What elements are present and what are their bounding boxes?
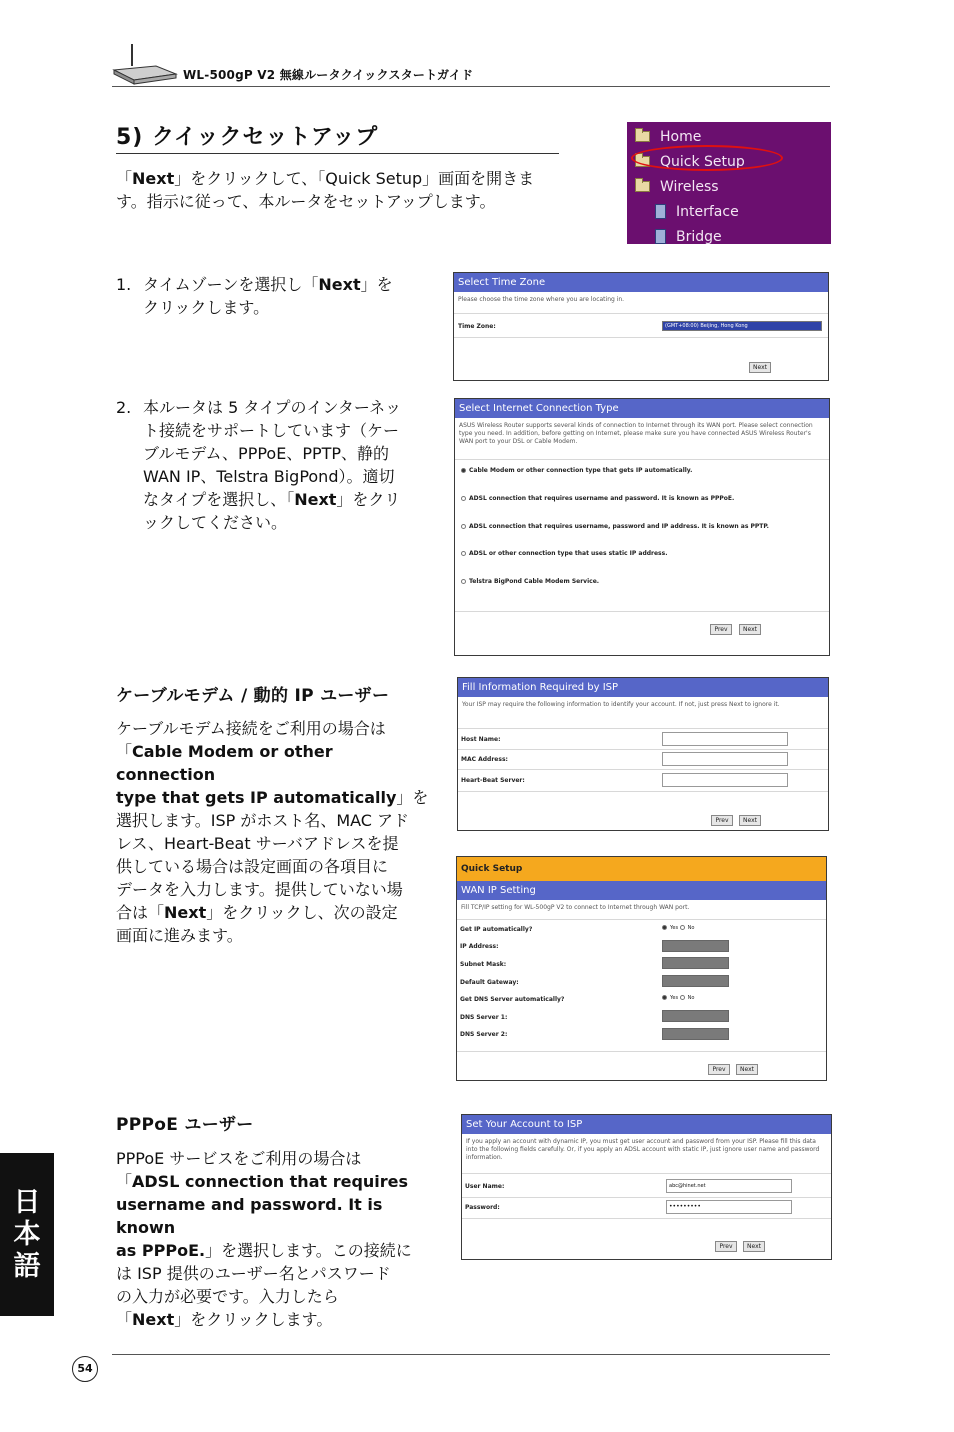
section-divider: [116, 153, 559, 154]
nav-item-bridge: Bridge: [635, 224, 831, 249]
folder-icon: [635, 131, 650, 142]
step-2: 2. 本ルータは 5 タイプのインターネッ ト接続をサポートしています（ケー ブルモデム、PPPoE、PPTP、静的 WAN IP、Telstra BigPond）。適切 なタイプを選択し、「Next」をクリ ックしてください。: [116, 398, 402, 532]
radio-icon: [461, 468, 466, 473]
step-1: 1. タイムゾーンを選択し「Next」を クリックします。: [116, 275, 393, 317]
isp-info-screenshot: Fill Information Required by ISP Your ISP may require the following information to identify your account. If not, just press Next to ignore it. Host Name: MAC Address: Heart-Beat Server: Prev Next: [457, 677, 829, 831]
radio-icon: [461, 524, 466, 529]
isp-account-screenshot: Set Your Account to ISP If you apply an account with dynamic IP, you must get user account and password from your ISP. Please fill this data into the following fields carefully. Or, if you apply an ADSL account with static IP, just ignore user name and password information. User Name: abc@hinet.net Password: ••••••••• Prev Next: [461, 1114, 832, 1260]
nav-menu-screenshot: [627, 122, 831, 244]
connection-type-screenshot: Select Internet Connection Type ASUS Wireless Router supports several kinds of connection to Internet through its WAN port. Please select connection type you need. In addition, before getting on Internet, please make sure you have connected ASUS Wireless Router's WAN port to your DSL or Cable Modem. Cable Modem or other connection type that gets IP automatically. ADSL connection that requires username and password. It is known as PPPoE. ADSL connection that requires username, password and IP address. It is known as PPTP. ADSL or other connection type that uses static IP address. Telstra BigPond Cable Modem Service. Prev Next: [454, 398, 830, 656]
radio-icon: [461, 551, 466, 556]
wan-ip-screenshot: Quick Setup WAN IP Setting Fill TCP/IP setting for WL-500gP V2 to connect to Internet through WAN port. Get IP automatically? Yes No IP Address: Subnet Mask: Default Gateway: Get DNS Server automatically? Yes No DNS Server 1: DNS Server 2: Prev Next: [456, 856, 827, 1081]
pppoe-text: PPPoE サービスをご利用の場合は 「ADSL connection that requires username and password. It is known as PPPoE.」を選択します。この接続に は ISP 提供のユーザー名とパスワード の入力が必要です。入力したら 「Next」をクリックします。: [116, 1149, 412, 1329]
page-icon: [655, 229, 666, 244]
pppoe-heading: PPPoE ユーザー: [116, 1115, 254, 1135]
section-title: 5) クイックセットアップ: [116, 125, 379, 150]
radio-icon: [461, 579, 466, 584]
header-title: WL-500gP V2 無線ルータクイックスタートガイド: [183, 68, 474, 82]
language-side-tab: [0, 1153, 54, 1316]
timezone-screenshot: Select Time Zone Please choose the time zone where you are locating in. Time Zone: (GMT+08:00) Beijing, Hong Kong Next: [453, 272, 829, 381]
nav-item-wireless: Wireless: [635, 174, 831, 199]
section-intro: 「Next」をクリックして、「Quick Setup」画面を開きます。指示に従って、本ルータをセットアップします。: [116, 169, 535, 211]
router-icon: [112, 40, 178, 86]
page-number: 54: [72, 1356, 98, 1382]
header-divider: [112, 86, 830, 87]
folder-icon: [635, 181, 650, 192]
cable-modem-text: ケーブルモデム接続をご利用の場合は 「Cable Modem or other connection type that gets IP automatically」を 選択します。ISP がホスト名、MAC アド レス、Heart-Beat サーバアドレスを提 供している場合は設定画面の各項目に データを入力します。提供していない場 合は「Next」をクリックし、次の設定 画面に進みます。: [116, 719, 429, 945]
nav-item-interface: Interface: [635, 199, 831, 224]
language-label: 日本語: [13, 1187, 41, 1282]
radio-icon: [680, 925, 685, 930]
footer-divider: [112, 1354, 830, 1355]
radio-icon: [662, 925, 667, 930]
highlight-oval: [631, 145, 783, 171]
nav-item-quick-setup: Quick Setup: [635, 149, 831, 174]
nav-item-home: Home: [635, 124, 831, 149]
cable-modem-heading: ケーブルモデム / 動的 IP ユーザー: [116, 686, 390, 706]
radio-icon: [461, 496, 466, 501]
radio-icon: [662, 995, 667, 1000]
page-icon: [655, 204, 666, 219]
radio-icon: [680, 995, 685, 1000]
